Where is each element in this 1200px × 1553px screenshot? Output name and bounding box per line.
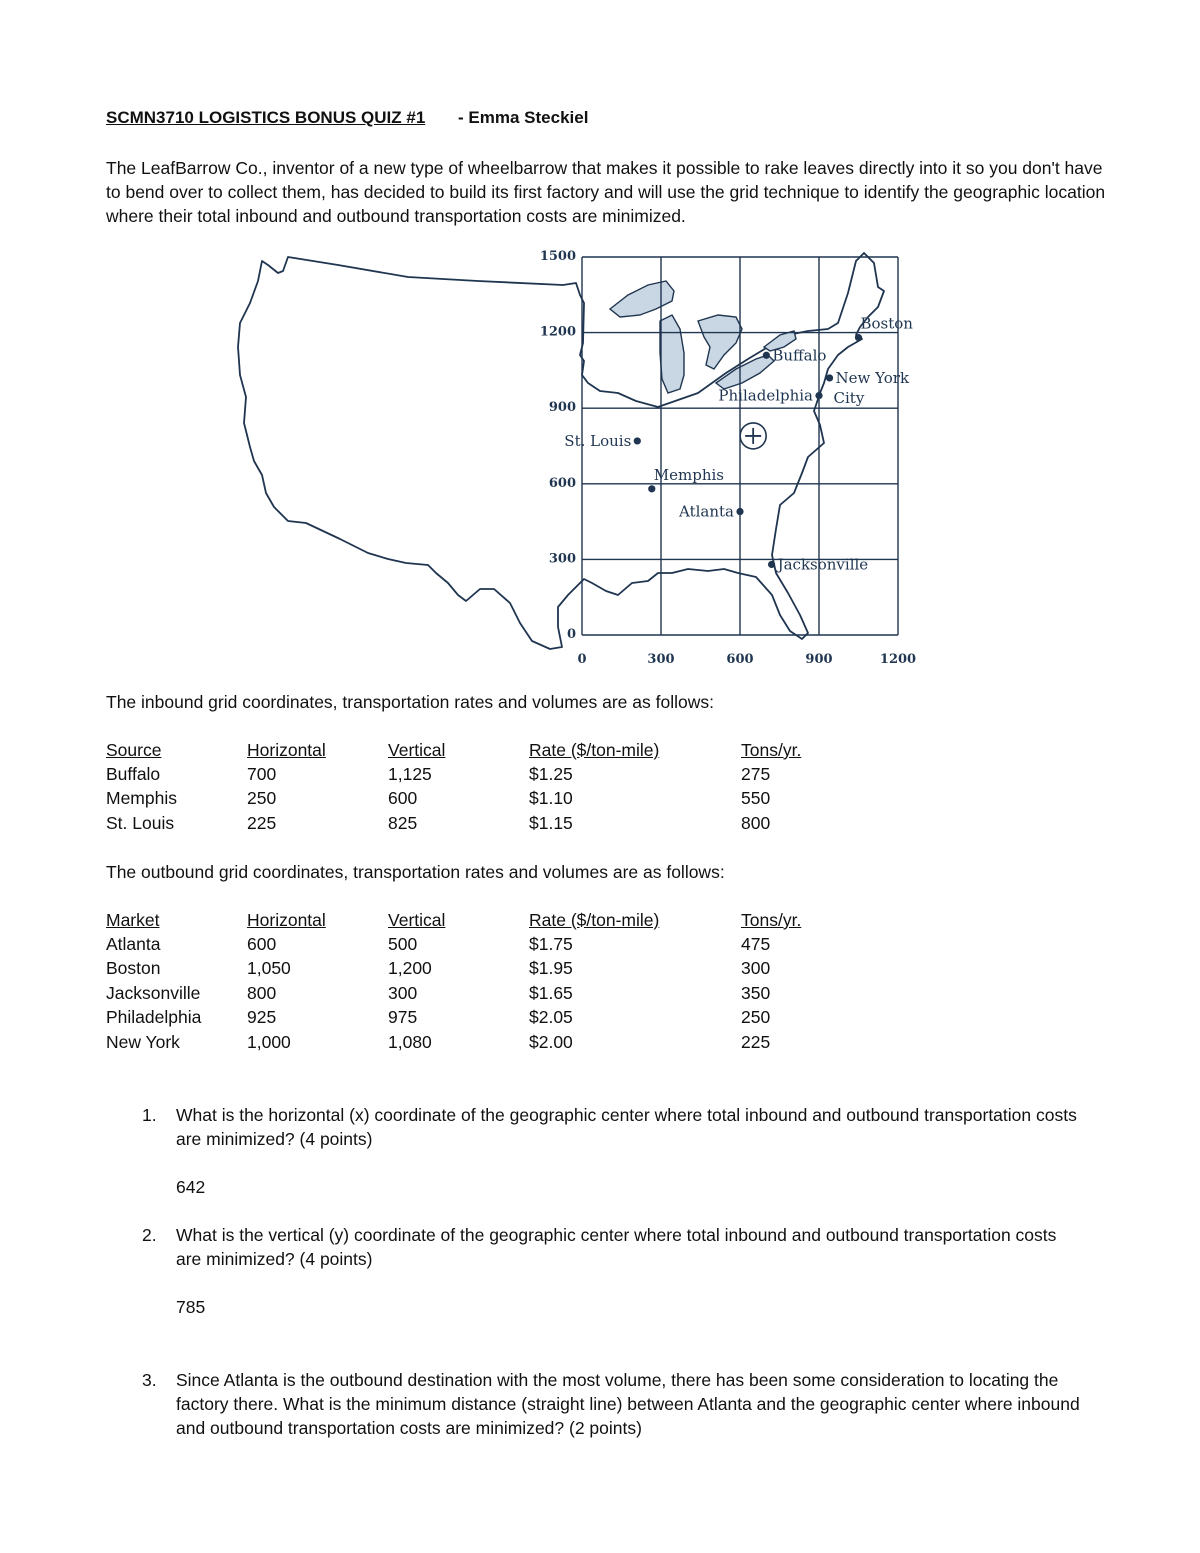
outbound-column-header: Horizontal bbox=[247, 909, 326, 930]
table-cell: Atlanta bbox=[106, 934, 161, 955]
table-row bbox=[106, 957, 801, 981]
question-text: What is the vertical (y) coordinate of the geographic center where total inbound and outbound transportation costs are minimized? (4 points) bbox=[176, 1225, 1057, 1269]
table-cell: Jacksonville bbox=[106, 982, 201, 1003]
city-label: Memphis bbox=[653, 465, 725, 484]
table-cell: 700 bbox=[247, 764, 277, 785]
table-cell: 800 bbox=[247, 982, 277, 1003]
table-row bbox=[106, 762, 801, 786]
city-label: Jacksonville bbox=[777, 555, 869, 574]
inbound-table bbox=[106, 738, 801, 836]
question-number: 3. bbox=[142, 1370, 157, 1390]
y-tick-label: 0 bbox=[566, 627, 576, 642]
table-cell: 925 bbox=[247, 1007, 277, 1028]
city-dot bbox=[768, 561, 775, 568]
city-label: Boston bbox=[860, 314, 913, 333]
table-row bbox=[106, 981, 801, 1005]
city-label: New York bbox=[835, 368, 910, 387]
outbound-header-row bbox=[106, 908, 801, 932]
question-text: What is the horizontal (x) coordinate of the geographic center where total inbound and outbound transportation costs are minimized? (4 points) bbox=[176, 1105, 1077, 1149]
table-cell: $1.10 bbox=[529, 788, 573, 809]
table-cell: 1,200 bbox=[388, 958, 432, 979]
table-cell: 225 bbox=[247, 812, 277, 833]
table-cell: 600 bbox=[388, 788, 418, 809]
document-title bbox=[106, 108, 588, 128]
question-1 bbox=[106, 1103, 1086, 1151]
table-row bbox=[106, 787, 801, 811]
table-cell: Buffalo bbox=[106, 764, 161, 785]
table-cell: $1.95 bbox=[529, 958, 573, 979]
outbound-column-header: Tons/yr. bbox=[741, 909, 802, 930]
table-row bbox=[106, 811, 801, 835]
author-name: - Emma Steckiel bbox=[458, 108, 589, 127]
table-cell: $2.00 bbox=[529, 1031, 573, 1052]
map-cities bbox=[564, 315, 913, 574]
answer-2: 785 bbox=[176, 1297, 206, 1317]
table-cell: Boston bbox=[106, 958, 161, 979]
table-cell: 550 bbox=[741, 788, 771, 809]
table-cell: 225 bbox=[741, 1031, 771, 1052]
city-dot bbox=[634, 437, 641, 444]
x-tick-label: 1200 bbox=[879, 652, 917, 667]
city-dot bbox=[855, 334, 862, 341]
table-cell: New York bbox=[106, 1031, 180, 1052]
city-label: St. Louis bbox=[564, 431, 632, 450]
city-label: Philadelphia bbox=[718, 386, 813, 405]
table-cell: $1.25 bbox=[529, 764, 573, 785]
outbound-table bbox=[106, 908, 801, 1054]
x-tick-label: 900 bbox=[805, 652, 833, 667]
table-cell: 1,000 bbox=[247, 1031, 291, 1052]
x-tick-label: 300 bbox=[647, 652, 675, 667]
question-list bbox=[106, 1103, 1086, 1440]
table-cell: $1.65 bbox=[529, 982, 573, 1003]
table-cell: 250 bbox=[741, 1007, 771, 1028]
answer-1: 642 bbox=[176, 1177, 206, 1197]
table-row bbox=[106, 1006, 801, 1030]
city-dot bbox=[826, 374, 833, 381]
table-cell: 600 bbox=[247, 934, 277, 955]
grid-map-figure bbox=[228, 243, 928, 673]
city-dot bbox=[815, 392, 822, 399]
question-text: Since Atlanta is the outbound destination with the most volume, there has been some consideration to locating the factory there. What is the minimum distance (straight line) between Atlanta and the geographic center where inbound and outbound transportation costs are minimized? (2 points) bbox=[176, 1370, 1080, 1438]
outbound-column-header: Market bbox=[106, 909, 160, 930]
table-cell: 1,050 bbox=[247, 958, 291, 979]
y-tick-label: 600 bbox=[548, 475, 576, 491]
x-tick-label: 0 bbox=[577, 652, 587, 667]
table-cell: St. Louis bbox=[106, 812, 175, 833]
table-cell: 1,125 bbox=[388, 764, 432, 785]
city-dot bbox=[736, 508, 743, 515]
city-label: Atlanta bbox=[679, 502, 734, 521]
table-cell: 350 bbox=[741, 982, 771, 1003]
outbound-column-header: Rate ($/ton-mile) bbox=[529, 909, 660, 930]
inbound-column-header: Rate ($/ton-mile) bbox=[529, 739, 660, 760]
y-tick-label: 300 bbox=[548, 551, 576, 567]
table-row bbox=[106, 932, 801, 956]
us-outline bbox=[238, 253, 884, 649]
x-tick-label: 600 bbox=[726, 652, 754, 667]
question-number: 1. bbox=[142, 1105, 157, 1125]
table-cell: $1.15 bbox=[529, 812, 573, 833]
us-grid-map bbox=[228, 243, 928, 673]
course-title: SCMN3710 LOGISTICS BONUS QUIZ #1 bbox=[106, 108, 426, 127]
table-cell: $1.75 bbox=[529, 934, 573, 955]
inbound-column-header: Tons/yr. bbox=[741, 739, 802, 760]
city-dot bbox=[763, 352, 770, 359]
city-label: City bbox=[833, 388, 865, 407]
inbound-column-header: Vertical bbox=[388, 739, 446, 760]
table-cell: 975 bbox=[388, 1007, 418, 1028]
table-cell: Memphis bbox=[106, 788, 177, 809]
y-tick-label: 1500 bbox=[539, 249, 576, 264]
table-cell: Philadelphia bbox=[106, 1007, 202, 1028]
city-dot bbox=[648, 485, 655, 492]
question-number: 2. bbox=[142, 1225, 157, 1245]
question-3 bbox=[106, 1368, 1086, 1440]
outbound-column-header: Vertical bbox=[388, 909, 446, 930]
inbound-header-row bbox=[106, 738, 801, 762]
outbound-intro: The outbound grid coordinates, transportation rates and volumes are as follows: bbox=[106, 862, 725, 882]
inbound-column-header: Horizontal bbox=[247, 739, 326, 760]
table-cell: 300 bbox=[741, 958, 771, 979]
table-cell: 1,080 bbox=[388, 1031, 432, 1052]
table-row bbox=[106, 1030, 801, 1054]
table-cell: 825 bbox=[388, 812, 418, 833]
map-axis-ticks bbox=[540, 249, 916, 667]
great-lakes bbox=[610, 281, 796, 393]
center-of-gravity-marker bbox=[740, 423, 766, 449]
question-2 bbox=[106, 1223, 1086, 1271]
table-cell: 275 bbox=[741, 764, 771, 785]
city-label: Buffalo bbox=[772, 346, 827, 365]
table-cell: 800 bbox=[741, 812, 771, 833]
y-tick-label: 1200 bbox=[539, 324, 576, 340]
inbound-column-header: Source bbox=[106, 739, 162, 760]
table-cell: $2.05 bbox=[529, 1007, 573, 1028]
table-cell: 500 bbox=[388, 934, 418, 955]
inbound-intro: The inbound grid coordinates, transportation rates and volumes are as follows: bbox=[106, 692, 714, 712]
table-cell: 300 bbox=[388, 982, 418, 1003]
y-tick-label: 900 bbox=[548, 400, 576, 416]
intro-paragraph: The LeafBarrow Co., inventor of a new type of wheelbarrow that makes it possible to rake leaves directly into it so you don't have to bend over to collect them, has decided to build its first factory and will use the grid technique to identify the geographic location where their total inbound and outbound transportation costs are minimized. bbox=[106, 158, 1106, 226]
table-cell: 475 bbox=[741, 934, 771, 955]
table-cell: 250 bbox=[247, 788, 277, 809]
